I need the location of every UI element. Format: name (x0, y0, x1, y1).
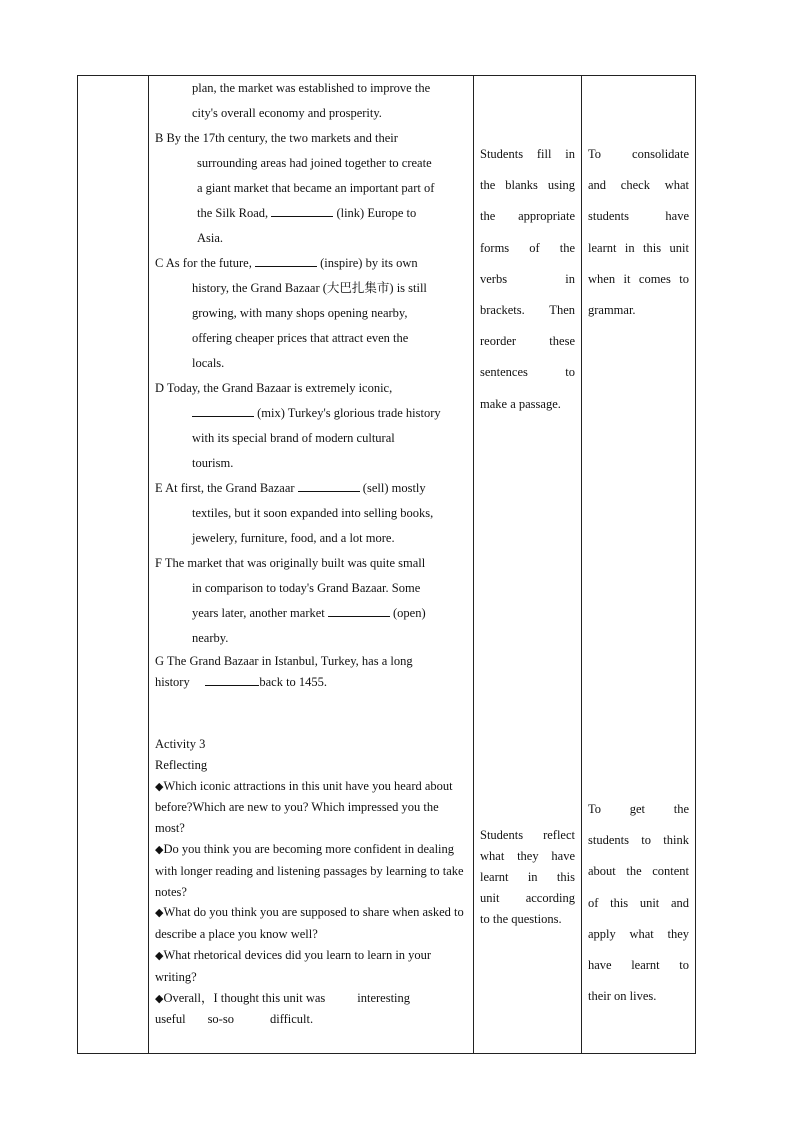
description-line: unit according (480, 891, 575, 905)
sentence-b-text-2: (link) Europe to (333, 206, 417, 220)
sentence-d-text: (mix) Turkey's glorious trade history (254, 406, 441, 420)
purpose-line: grammar. (588, 303, 636, 318)
activity-3-block (155, 734, 467, 1030)
question-2 (155, 839, 467, 902)
option-difficult[interactable]: difficult. (269, 1012, 314, 1027)
description-line: what they have (480, 849, 575, 863)
sentence-b-line-4 (155, 201, 467, 226)
description-line: verbs in (480, 271, 575, 286)
activity-3-description (480, 825, 575, 930)
sentence-e-line-1 (155, 476, 467, 501)
sentence-c-text-2: (inspire) by its own (316, 256, 418, 270)
sentence-c-text: C As for the future, (155, 256, 255, 270)
sentence-b-line-1: B By the 17th century, the two markets and their (155, 131, 398, 145)
col-border-1 (77, 75, 78, 1054)
sentence-d-line-2 (155, 401, 467, 426)
sentence-block (155, 76, 467, 693)
sentence-e-text-2: (sell) mostly (359, 481, 426, 495)
sentence-d-line-4: tourism. (192, 456, 234, 470)
sentence-f-text-2: (open) (389, 606, 426, 620)
sentence-f-text: years later, another market (192, 606, 328, 620)
answer-blank-c[interactable] (255, 254, 317, 267)
sentence-e-line-3: jewelery, furniture, food, and a lot more. (192, 531, 395, 545)
sentence-c-line-4: offering cheaper prices that attract even the (192, 331, 409, 345)
sentence-g-line-2 (155, 672, 467, 693)
activity-3-purpose (588, 794, 689, 1012)
sentence-d-line-1: D Today, the Grand Bazaar is extremely iconic, (155, 381, 393, 395)
lesson-table (77, 75, 696, 1054)
sentence-b-text: the Silk Road, (197, 206, 272, 220)
table-bottom-border (77, 1053, 696, 1054)
option-useful[interactable]: useful (155, 1012, 186, 1027)
diamond-bullet-icon: ◆ (155, 948, 164, 962)
purpose-line: students have (588, 209, 689, 224)
question-3 (155, 902, 467, 945)
sentence-g-line-1: G The Grand Bazaar in Istanbul, Turkey, has a long (155, 654, 413, 668)
option-interesting[interactable]: interesting (357, 990, 411, 1005)
sentence-a-line-2: city's overall economy and prosperity. (192, 106, 382, 120)
col-border-3 (473, 75, 474, 1054)
purpose-line: of this unit and (588, 895, 689, 910)
description-line: reorder these (480, 334, 575, 349)
sentence-f-line-4: nearby. (192, 631, 229, 645)
col-border-5 (695, 75, 696, 1054)
question-4-text: What rhetorical devices did you learn to learn in your writing? (155, 947, 432, 984)
sentence-c-line-1 (155, 251, 467, 276)
diamond-bullet-icon: ◆ (155, 991, 164, 1005)
description-line: learnt in this (480, 870, 575, 884)
option-so-so[interactable]: so-so (207, 1012, 234, 1027)
sentence-g-text-2: back to 1455. (259, 675, 328, 689)
sentence-g-text: history (155, 675, 206, 689)
sentence-b-line-5: Asia. (197, 231, 224, 245)
description-line: forms of the (480, 240, 575, 255)
col-border-4 (581, 75, 582, 1054)
question-3-text: What do you think you are supposed to share when asked to describe a place you know well? (155, 905, 464, 942)
sentence-f-line-2: in comparison to today's Grand Bazaar. Some (192, 581, 421, 595)
overall-rating-line-1 (155, 988, 467, 1010)
diamond-bullet-icon: ◆ (155, 906, 164, 920)
sentence-c-line-3: growing, with many shops opening nearby, (192, 306, 408, 320)
sentence-c-line-5: locals. (192, 356, 225, 370)
question-4 (155, 945, 467, 988)
answer-blank-f[interactable] (328, 604, 390, 617)
purpose-line: when it comes to (588, 271, 689, 286)
description-line: the blanks using (480, 178, 575, 193)
sentence-e-text: E At first, the Grand Bazaar (155, 481, 298, 495)
sentence-a-line-1: plan, the market was established to improve the (192, 81, 431, 95)
sentence-d-line-3: with its special brand of modern cultural (192, 431, 395, 445)
purpose-line: To consolidate (588, 147, 689, 161)
answer-blank-b[interactable] (271, 204, 333, 217)
purpose-line: and check what (588, 178, 689, 193)
purpose-line: To get the (588, 802, 689, 816)
question-1 (155, 776, 467, 839)
activity-3-subtitle: Reflecting (155, 757, 208, 772)
diamond-bullet-icon: ◆ (155, 779, 164, 793)
description-line: to the questions. (480, 912, 562, 926)
sentence-b-line-2: surrounding areas had joined together to create (197, 156, 432, 170)
purpose-line: their on lives. (588, 989, 657, 1004)
description-line: sentences to (480, 365, 575, 380)
answer-blank-d[interactable] (192, 404, 254, 417)
activity-2-purpose (588, 139, 689, 326)
diamond-bullet-icon: ◆ (155, 842, 164, 856)
answer-blank-g[interactable] (205, 673, 259, 686)
sentence-e-line-2: textiles, but it soon expanded into selling books, (192, 506, 434, 520)
description-line: the appropriate (480, 209, 575, 224)
question-1-text: Which iconic attractions in this unit have you heard about before?Which are new to you? Which impressed you the most? (155, 778, 453, 836)
description-line: make a passage. (480, 396, 561, 411)
question-2-text: Do you think you are becoming more confident in dealing with longer reading and listening passages by learning to take notes? (155, 841, 464, 899)
overall-rating-line-2 (155, 1009, 467, 1030)
purpose-line: learnt in this unit (588, 240, 689, 255)
purpose-line: apply what they (588, 926, 689, 941)
answer-blank-e[interactable] (298, 479, 360, 492)
purpose-line: students to think (588, 833, 689, 848)
sentence-f-line-3 (155, 601, 467, 626)
sentence-b-line-3: a giant market that became an important part of (197, 181, 435, 195)
col-border-2 (148, 75, 149, 1054)
sentence-f-line-1: F The market that was originally built was quite small (155, 556, 426, 570)
description-line: Students reflect (480, 828, 575, 842)
activity-2-description (480, 139, 575, 420)
sentence-c-line-2: history, the Grand Bazaar (大巴扎集市) is still (192, 281, 427, 295)
purpose-line: about the content (588, 864, 689, 879)
purpose-line: have learnt to (588, 958, 689, 973)
activity-3-title: Activity 3 (155, 737, 206, 751)
description-line: brackets. Then (480, 303, 575, 318)
description-line: Students fill in (480, 147, 575, 161)
overall-prompt: Overall，I thought this unit was (163, 990, 326, 1005)
